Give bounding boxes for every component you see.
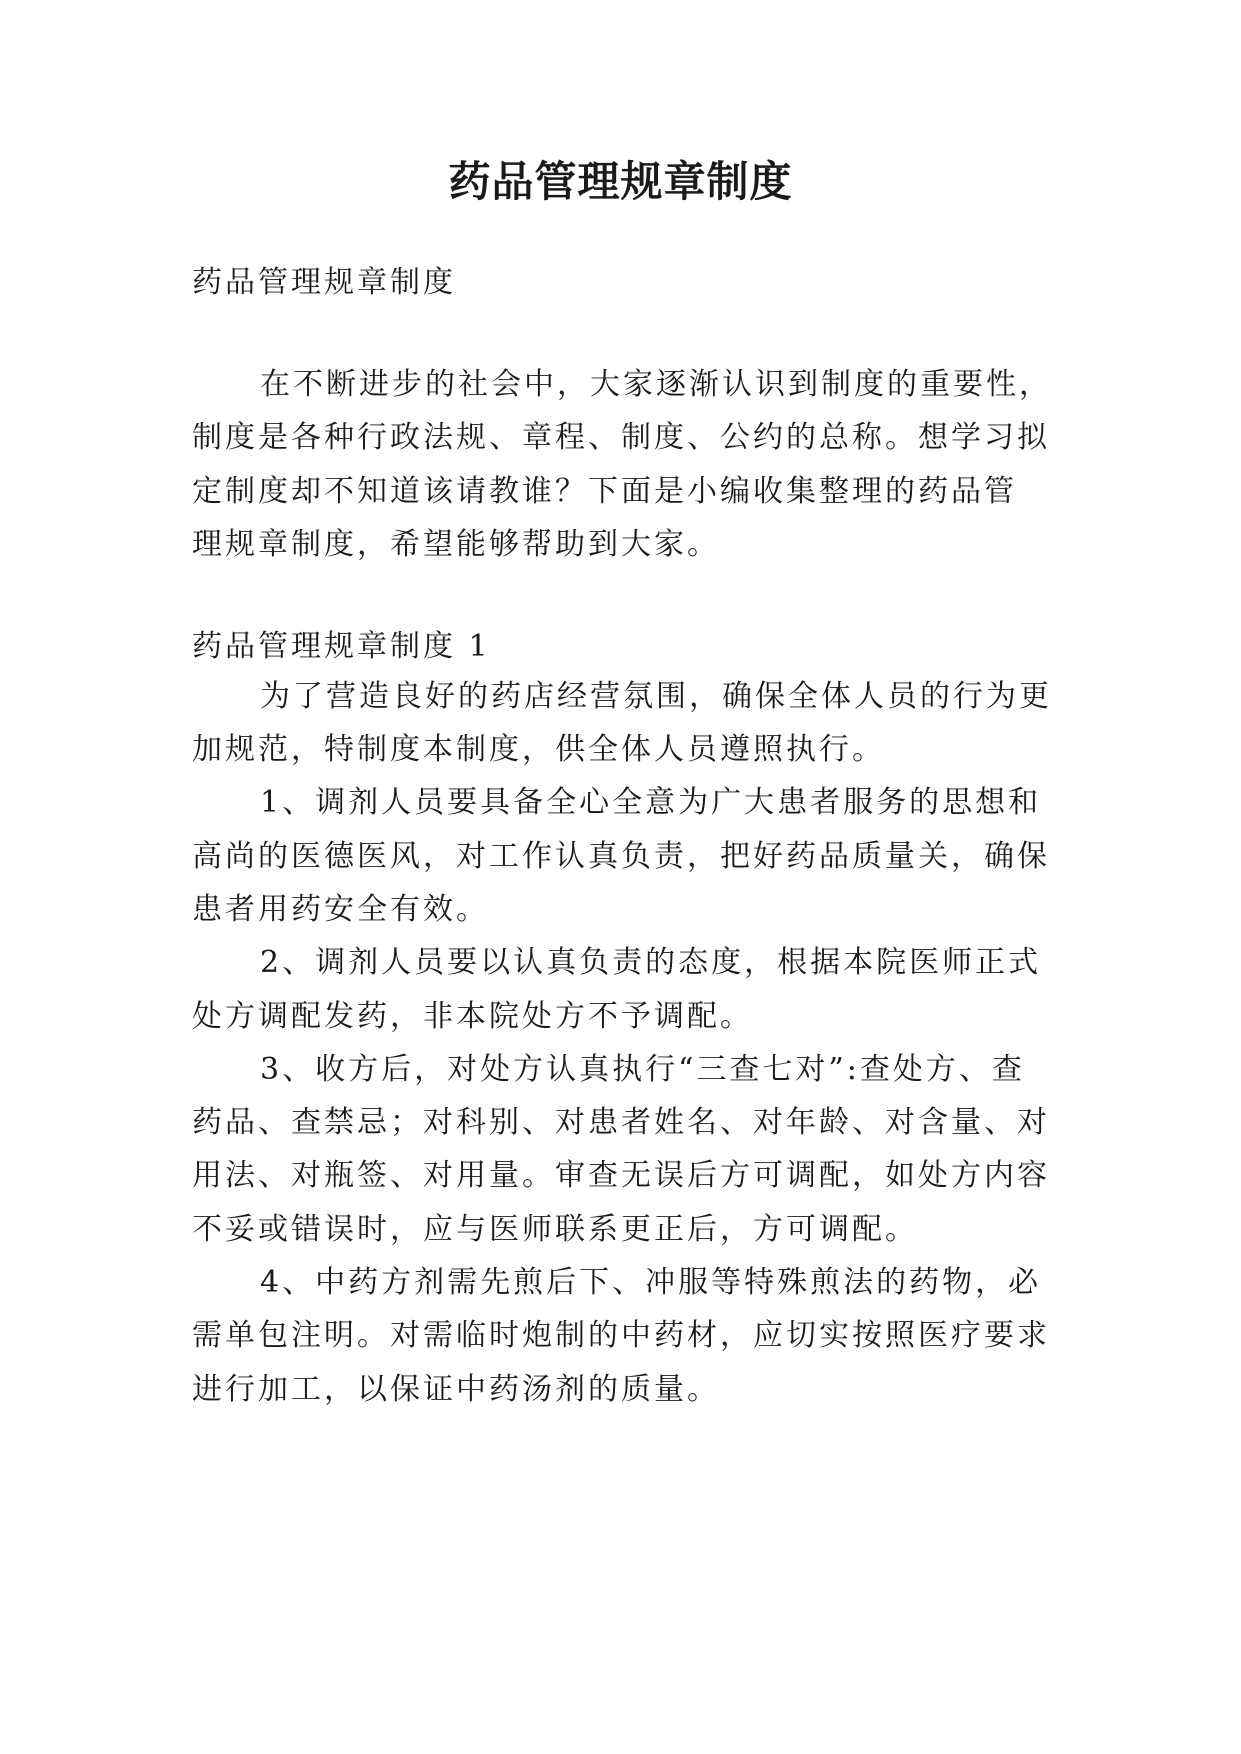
document-title: 药品管理规章制度 xyxy=(448,157,793,206)
section-heading: 药品管理规章制度 1 xyxy=(192,629,491,664)
intro-line: 在不断进步的社会中，大家逐渐认识到制度的重要性， xyxy=(260,367,1052,402)
body-line: 1、调剂人员要具备全心全意为广大患者服务的思想和 xyxy=(260,785,1042,820)
body-line: 加规范，特制度本制度，供全体人员遵照执行。 xyxy=(192,732,885,767)
body-line: 用法、对瓶签、对用量。审查无误后方可调配，如处方内容 xyxy=(192,1158,1050,1193)
intro-line: 定制度却不知道该请教谁？下面是小编收集整理的药品管 xyxy=(192,474,1017,509)
body-line: 药品、查禁忌；对科别、对患者姓名、对年龄、对含量、对 xyxy=(192,1105,1050,1140)
body-line: 处方调配发药，非本院处方不予调配。 xyxy=(192,999,753,1034)
body-line: 不妥或错误时，应与医师联系更正后，方可调配。 xyxy=(192,1212,918,1247)
body-line: 患者用药安全有效。 xyxy=(192,892,489,927)
body-line: 4、中药方剂需先煎后下、冲服等特殊煎法的药物，必 xyxy=(260,1265,1042,1300)
body-line: 高尚的医德医风，对工作认真负责，把好药品质量关，确保 xyxy=(192,839,1050,874)
body-line: 为了营造良好的药店经营氛围，确保全体人员的行为更 xyxy=(260,679,1052,714)
body-line: 进行加工，以保证中药汤剂的质量。 xyxy=(192,1372,720,1407)
body-line: 2、调剂人员要以认真负责的态度，根据本院医师正式 xyxy=(260,945,1042,980)
body-line: 3、收方后，对处方认真执行“三查七对”:查处方、查 xyxy=(260,1052,1025,1087)
intro-line: 制度是各种行政法规、章程、制度、公约的总称。想学习拟 xyxy=(192,420,1050,455)
document-subtitle: 药品管理规章制度 xyxy=(192,265,456,300)
body-line: 需单包注明。对需临时炮制的中药材，应切实按照医疗要求 xyxy=(192,1318,1050,1353)
intro-line: 理规章制度，希望能够帮助到大家。 xyxy=(192,527,720,562)
